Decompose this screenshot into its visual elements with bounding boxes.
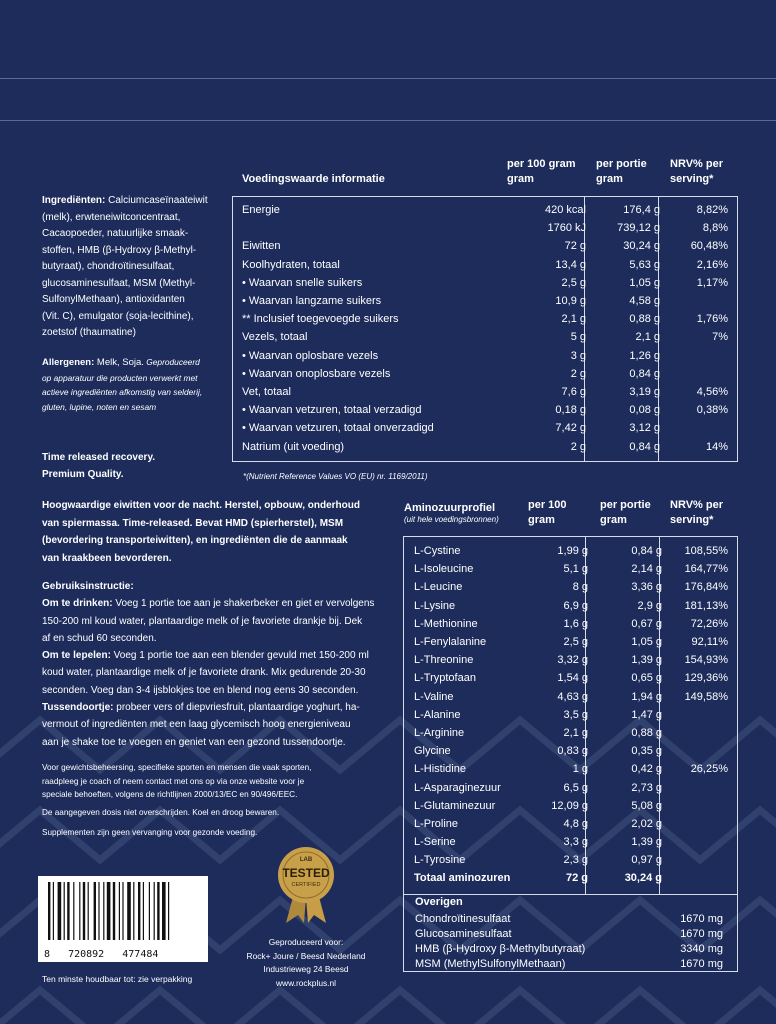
nutrition-per100: 7,42 g (555, 422, 586, 435)
nutrition-nrv (666, 292, 734, 310)
nutrition-perportie: 739,12 g (617, 222, 660, 235)
nutrition-nrv (666, 365, 734, 383)
top-divider-1 (0, 78, 776, 79)
amino-row (408, 778, 734, 796)
usage-title: Gebruiksinstructie: (42, 581, 134, 592)
amino-row (408, 688, 734, 706)
overige-title: Overigen (415, 896, 463, 908)
overige-row (415, 942, 723, 957)
nutrition-footnote: *(Nutrient Reference Values VO (EU) nr. 1169/2011) (243, 472, 428, 481)
nutrition-nrv (666, 419, 734, 437)
overige-value: 1670 mg (680, 928, 723, 940)
amino-per100: 72 g (565, 872, 588, 885)
amino-row (408, 597, 734, 615)
amino-nrv: 92,11% (691, 636, 728, 649)
amino-label: Glycine (414, 745, 451, 758)
ingredients-line: Calciumcaseïnaateiwit (105, 195, 208, 206)
usage-block (42, 578, 374, 751)
producer-block (236, 936, 376, 990)
nutrition-per100: 420 kcal (545, 204, 586, 217)
advice-block (42, 761, 311, 802)
amino-label: L-Cystine (414, 545, 461, 558)
amino-nrv (668, 742, 734, 760)
amino-perportie: 2,14 g (631, 563, 662, 576)
spoon-label: Om te lepelen: (42, 650, 111, 662)
amino-row (408, 578, 734, 596)
nutrition-col1-header: per 100 gram gram (507, 158, 576, 185)
spoon-line: Voeg 1 portie toe aan een blender gevuld met 150-200 ml (110, 650, 369, 662)
amino-nrv: 149,58% (684, 690, 728, 703)
snack-line: vermout of ingrediënten met een laag glycemisch hoog energieniveau (42, 719, 351, 731)
spoon-line: koud water, plantaardige melk of je favoriete drank. Mix gedurende 20-30 (42, 667, 366, 679)
top-divider-2 (0, 120, 776, 121)
nutrition-nrv: 1,17% (696, 276, 728, 289)
nutrition-label: Vet, totaal (242, 385, 291, 398)
amino-per100: 0,83 g (557, 745, 588, 758)
nutrition-per100: 2 g (570, 367, 586, 380)
nutrition-per100: 10,9 g (555, 295, 586, 308)
amino-perportie: 0,84 g (631, 545, 662, 558)
nutrition-perportie: 0,84 g (629, 440, 660, 453)
tagline (42, 449, 155, 483)
allergens-note: gluten, lupine, noten en sesam (42, 401, 157, 412)
amino-label: L-Isoleucine (414, 563, 474, 576)
amino-row (408, 851, 734, 869)
nutrition-label: Natrium (uit voeding) (242, 440, 345, 453)
amino-row (408, 797, 734, 815)
overige-value: 3340 mg (680, 943, 723, 955)
nutrition-perportie: 4,58 g (629, 295, 660, 308)
amino-perportie: 0,65 g (631, 672, 662, 685)
nutrition-per100: 2 g (570, 440, 586, 453)
amino-row (408, 724, 734, 742)
ingredients-line: SulfonylMethaan), antioxidanten (42, 294, 185, 305)
allergens-note: Geproduceerd (143, 357, 200, 367)
nutrition-nrv: 60,48% (690, 240, 728, 253)
amino-nrv (668, 833, 734, 851)
nutrition-row (236, 256, 734, 274)
nutrition-perportie: 176,4 g (623, 204, 660, 217)
amino-per100: 6,9 g (563, 599, 588, 612)
nutrition-label: Energie (242, 204, 280, 217)
nutrition-per100: 7,6 g (561, 385, 586, 398)
amino-per100: 3,5 g (563, 708, 588, 721)
nutrition-row (236, 437, 734, 455)
advice-line: raadpleeg je coach of neem contact met ons op via onze website voor je (42, 776, 305, 786)
amino-label: L-Threonine (414, 654, 474, 667)
advice-line: Voor gewichtsbeheersing, specifieke sporten en mensen die vaak sporten, (42, 763, 312, 772)
amino-perportie: 2,02 g (631, 817, 662, 830)
amino-perportie: 0,97 g (631, 854, 662, 867)
nutrition-label: • Waarvan vetzuren, totaal verzadigd (242, 404, 422, 417)
amino-perportie: 2,73 g (631, 781, 662, 794)
amino-nrv (668, 851, 734, 869)
amino-row (408, 560, 734, 578)
nutrition-row (236, 383, 734, 401)
nutrition-label: Vezels, totaal (242, 331, 308, 344)
intro-line: (bevordering transporteiwitten), en ingrediënten die de aanmaak (42, 535, 348, 546)
amino-nrv: 26,25% (690, 763, 728, 776)
amino-row (408, 869, 734, 887)
amino-nrv: 154,93% (684, 654, 728, 667)
amino-title: Aminozuurprofiel (404, 502, 496, 514)
tagline-1: Time released recovery. (42, 452, 156, 463)
snack-line: probeer vers of diepvriesfruit, plantaardige yoghurt, ha- (113, 702, 360, 714)
amino-perportie: 2,9 g (637, 599, 662, 612)
nutrition-row (236, 401, 734, 419)
nutrition-perportie: 1,05 g (629, 276, 660, 289)
ingredients-line: Cacaopoeder, natuurlijke smaak- (42, 228, 189, 239)
nutrition-row (236, 292, 734, 310)
ingredients-label: Ingrediënten: (42, 195, 106, 206)
amino-per100: 1,99 g (557, 545, 588, 558)
amino-row (408, 669, 734, 687)
nutrition-col2-header: per portie gram (596, 158, 647, 185)
nutrition-nrv: 8,8% (702, 222, 728, 235)
amino-perportie: 1,05 g (631, 636, 662, 649)
amino-label: L-Alanine (414, 708, 461, 721)
overige-label: Chondroïtinesulfaat (415, 913, 511, 925)
nutrition-per100: 3 g (570, 349, 586, 362)
overige-value: 1670 mg (680, 958, 723, 970)
allergens-block (42, 355, 232, 414)
nutrition-row (236, 347, 734, 365)
amino-perportie: 30,24 g (624, 872, 662, 885)
nutrition-nrv: 8,82% (696, 204, 728, 217)
amino-per100: 1 g (572, 763, 588, 776)
nutrition-nrv: 7% (712, 331, 728, 344)
amino-per100: 2,1 g (563, 726, 588, 739)
ingredients-line: (melk), erwteneiwitconcentraat, (42, 211, 181, 223)
amino-per100: 2,5 g (563, 636, 588, 649)
nutrition-row (236, 201, 734, 219)
barcode (38, 876, 208, 962)
amino-per100: 4,8 g (563, 817, 588, 830)
ingredients-line: stoffen, HMB (β-Hydroxy β-Methyl- (42, 244, 197, 256)
nutrition-row (236, 365, 734, 383)
seal-text-main: TESTED (282, 866, 330, 880)
overige-list (415, 912, 723, 972)
intro-line: van spiermassa. Time-released. Bevat HMD (spierherstel), MSM (42, 517, 344, 529)
amino-nrv: 72,26% (690, 617, 728, 630)
nutrition-perportie: 2,1 g (635, 331, 660, 344)
nutrition-nrv: 2,16% (696, 258, 728, 271)
nutrition-per100: 5 g (570, 331, 586, 344)
amino-per100: 6,5 g (563, 781, 588, 794)
amino-perportie: 1,39 g (631, 836, 662, 849)
nutrition-per100: 2,5 g (561, 276, 586, 289)
advice-line: speciale behoeften, volgens de richtlijnen 2000/13/EC en 90/496/EEC. (42, 790, 298, 799)
nutrition-row (236, 274, 734, 292)
amino-label: L-Arginine (414, 726, 465, 739)
overige-row (415, 927, 723, 942)
nutrition-perportie: 0,88 g (629, 313, 660, 326)
amino-per100: 1,6 g (563, 617, 588, 630)
amino-label: L-Histidine (414, 763, 466, 776)
overige-row (415, 912, 723, 927)
amino-perportie: 1,39 g (631, 654, 662, 667)
amino-per100: 2,3 g (563, 854, 588, 867)
amino-nrv: 108,55% (684, 545, 728, 558)
amino-label: L-Tyrosine (414, 854, 466, 867)
amino-nrv (668, 869, 734, 887)
nutrition-label: Koolhydraten, totaal (242, 258, 340, 271)
amino-per100: 4,63 g (557, 690, 588, 703)
amino-perportie: 1,47 g (631, 708, 662, 721)
amino-col2-header: per portie gram (600, 499, 651, 526)
nutrition-perportie: 0,84 g (629, 367, 660, 380)
amino-nrv: 129,36% (684, 672, 728, 685)
amino-nrv (668, 797, 734, 815)
snack-line: aan je shake toe te voegen en geniet van een gezond tussendoortje. (42, 736, 346, 748)
amino-label: L-Valine (414, 690, 454, 703)
nutrition-label: Eiwitten (242, 240, 281, 253)
drink-label: Om te drinken: (42, 598, 113, 610)
nutrition-label: • Waarvan vetzuren, totaal onverzadigd (242, 422, 434, 435)
nutrition-perportie: 0,08 g (629, 404, 660, 417)
amino-table (408, 542, 734, 888)
spoon-line: seconden. Voeg dan 3-4 ijsblokjes toe en blend nog eens 30 seconden. (42, 684, 359, 696)
amino-row (408, 651, 734, 669)
amino-row (408, 706, 734, 724)
amino-row (408, 815, 734, 833)
nutrition-perportie: 3,12 g (629, 422, 660, 435)
amino-perportie: 1,94 g (631, 690, 662, 703)
nutrition-row (236, 419, 734, 437)
amino-perportie: 0,35 g (631, 745, 662, 758)
amino-nrv: 181,13% (684, 599, 728, 612)
amino-label: L-Tryptofaan (414, 672, 476, 685)
best-before: Ten minste houdbaar tot: zie verpakking (42, 974, 193, 984)
nutrition-label: • Waarvan snelle suikers (242, 276, 363, 289)
amino-label: L-Serine (414, 836, 456, 849)
amino-subtitle: (uit hele voedingsbronnen) (404, 515, 499, 524)
ingredients-block (42, 193, 222, 342)
nutrition-row (236, 237, 734, 255)
amino-nrv: 176,84% (684, 581, 728, 594)
amino-label: L-Asparaginezuur (414, 781, 501, 794)
amino-row (408, 542, 734, 560)
nutrition-perportie: 1,26 g (629, 349, 660, 362)
overige-label: Glucosaminesulfaat (415, 928, 512, 940)
nutrition-nrv: 4,56% (696, 385, 728, 398)
nutrition-label: • Waarvan oplosbare vezels (242, 349, 379, 362)
ingredients-line: (Vit. C), emulgator (soja-lecithine), (42, 310, 194, 322)
nutrition-per100: 72 g (564, 240, 586, 253)
nutrition-row (236, 219, 734, 237)
amino-per100: 3,3 g (563, 836, 588, 849)
amino-row (408, 760, 734, 778)
nutrition-nrv (666, 347, 734, 365)
amino-row (408, 633, 734, 651)
amino-row (408, 742, 734, 760)
nutrition-per100: 13,4 g (555, 258, 586, 271)
allergens-label: Allergenen: (42, 357, 95, 368)
amino-label: L-Glutaminezuur (414, 799, 496, 812)
amino-label: Totaal aminozuren (414, 872, 511, 885)
amino-label: L-Leucine (414, 581, 463, 594)
amino-perportie: 0,42 g (631, 763, 662, 776)
snack-label: Tussendoortje: (42, 702, 114, 714)
tagline-2: Premium Quality. (42, 469, 124, 480)
overige-label: HMB (β-Hydroxy β-Methylbutyraat) (415, 943, 586, 955)
producer-line: Rock+ Joure / Beesd Nederland (246, 950, 366, 961)
overige-label: MSM (MethylSulfonylMethaan) (415, 958, 566, 970)
ingredients-line: butyraat), chondroïtinesulfaat, (42, 261, 175, 272)
amino-col1-header: per 100 gram (528, 499, 567, 526)
nutrition-nrv: 14% (705, 440, 728, 453)
nutrition-perportie: 5,63 g (629, 258, 660, 271)
amino-overige-divider (403, 894, 738, 895)
amino-label: L-Fenylalanine (414, 636, 487, 649)
amino-per100: 12,09 g (551, 799, 588, 812)
amino-col3-header: NRV% per serving* (670, 499, 723, 526)
intro-line: van kraakbeen bevorderen. (42, 552, 172, 564)
barcode-bars (38, 876, 208, 946)
amino-nrv (668, 778, 734, 796)
nutrition-label: ** Inclusief toegevoegde suikers (242, 313, 399, 326)
amino-perportie: 0,88 g (631, 726, 662, 739)
nutrition-col3-header: NRV% per serving* (670, 158, 723, 185)
amino-label: L-Methionine (414, 617, 478, 630)
amino-label: L-Lysine (414, 599, 456, 612)
amino-row (408, 615, 734, 633)
nutrition-label: • Waarvan onoplosbare vezels (242, 367, 391, 380)
amino-perportie: 0,67 g (631, 617, 662, 630)
amino-nrv: 164,77% (684, 563, 728, 576)
nutrition-perportie: 3,19 g (629, 385, 660, 398)
nutrition-nrv: 1,76% (696, 313, 728, 326)
overige-row (415, 957, 723, 972)
nutrition-per100: 0,18 g (555, 404, 586, 417)
seal-text-top: LAB (299, 857, 313, 863)
amino-per100: 8 g (572, 581, 588, 594)
amino-perportie: 3,36 g (631, 581, 662, 594)
allergens-text: Melk, Soja. (94, 357, 144, 368)
ingredients-line: glucosaminesulfaat, MSM (Methyl- (42, 277, 196, 289)
drink-line: 150-200 ml koud water, plantaardige melk of je favoriete drankje bij. Dek (42, 615, 363, 627)
nutrition-row (236, 328, 734, 346)
nutrition-title: Voedingswaarde informatie (242, 173, 385, 185)
amino-per100: 1,54 g (557, 672, 588, 685)
nutrition-row (236, 310, 734, 328)
drink-line: Voeg 1 portie toe aan je shakerbeker en giet er vervolgens (112, 598, 375, 610)
producer-line: Geproduceerd voor: (268, 937, 344, 947)
nutrition-label (236, 219, 510, 237)
overige-value: 1670 mg (680, 913, 723, 925)
nutrition-per100: 2,1 g (561, 313, 586, 326)
amino-label: L-Proline (414, 817, 459, 830)
intro-block (42, 497, 360, 567)
ingredients-line: zoetstof (thaumatine) (42, 327, 136, 338)
seal-text-bottom: CERTIFIED (291, 882, 321, 888)
nutrition-label: • Waarvan langzame suikers (242, 295, 382, 308)
producer-website[interactable]: www.rockplus.nl (275, 977, 337, 988)
nutrition-nrv: 0,38% (696, 404, 728, 417)
amino-nrv (668, 706, 734, 724)
intro-line: Hoogwaardige eiwitten voor de nacht. Herstel, opbouw, onderhoud (42, 500, 360, 511)
supplement-note: Supplementen zijn geen vervanging voor gezonde voeding. (42, 828, 258, 837)
amino-row (408, 833, 734, 851)
nutrition-perportie: 30,24 g (623, 240, 660, 253)
amino-per100: 3,32 g (557, 654, 588, 667)
dose-warning: De aangegeven dosis niet overschrijden. Koel en droog bewaren. (42, 808, 280, 817)
barcode-digits: 8 720892 477484 (44, 949, 159, 960)
nutrition-table (236, 201, 734, 456)
drink-line: af en schud 60 seconden. (42, 632, 157, 644)
allergens-note: actieve ingrediënten afkomstig van selderij, (42, 387, 203, 397)
amino-nrv (668, 724, 734, 742)
nutrition-per100: 1760 kJ (547, 222, 586, 235)
amino-nrv (668, 815, 734, 833)
allergens-note: op apparatuur die producten verwerkt met (42, 372, 198, 383)
amino-perportie: 5,08 g (631, 799, 662, 812)
amino-per100: 5,1 g (563, 563, 588, 576)
producer-line: Industrieweg 24 Beesd (263, 964, 349, 974)
